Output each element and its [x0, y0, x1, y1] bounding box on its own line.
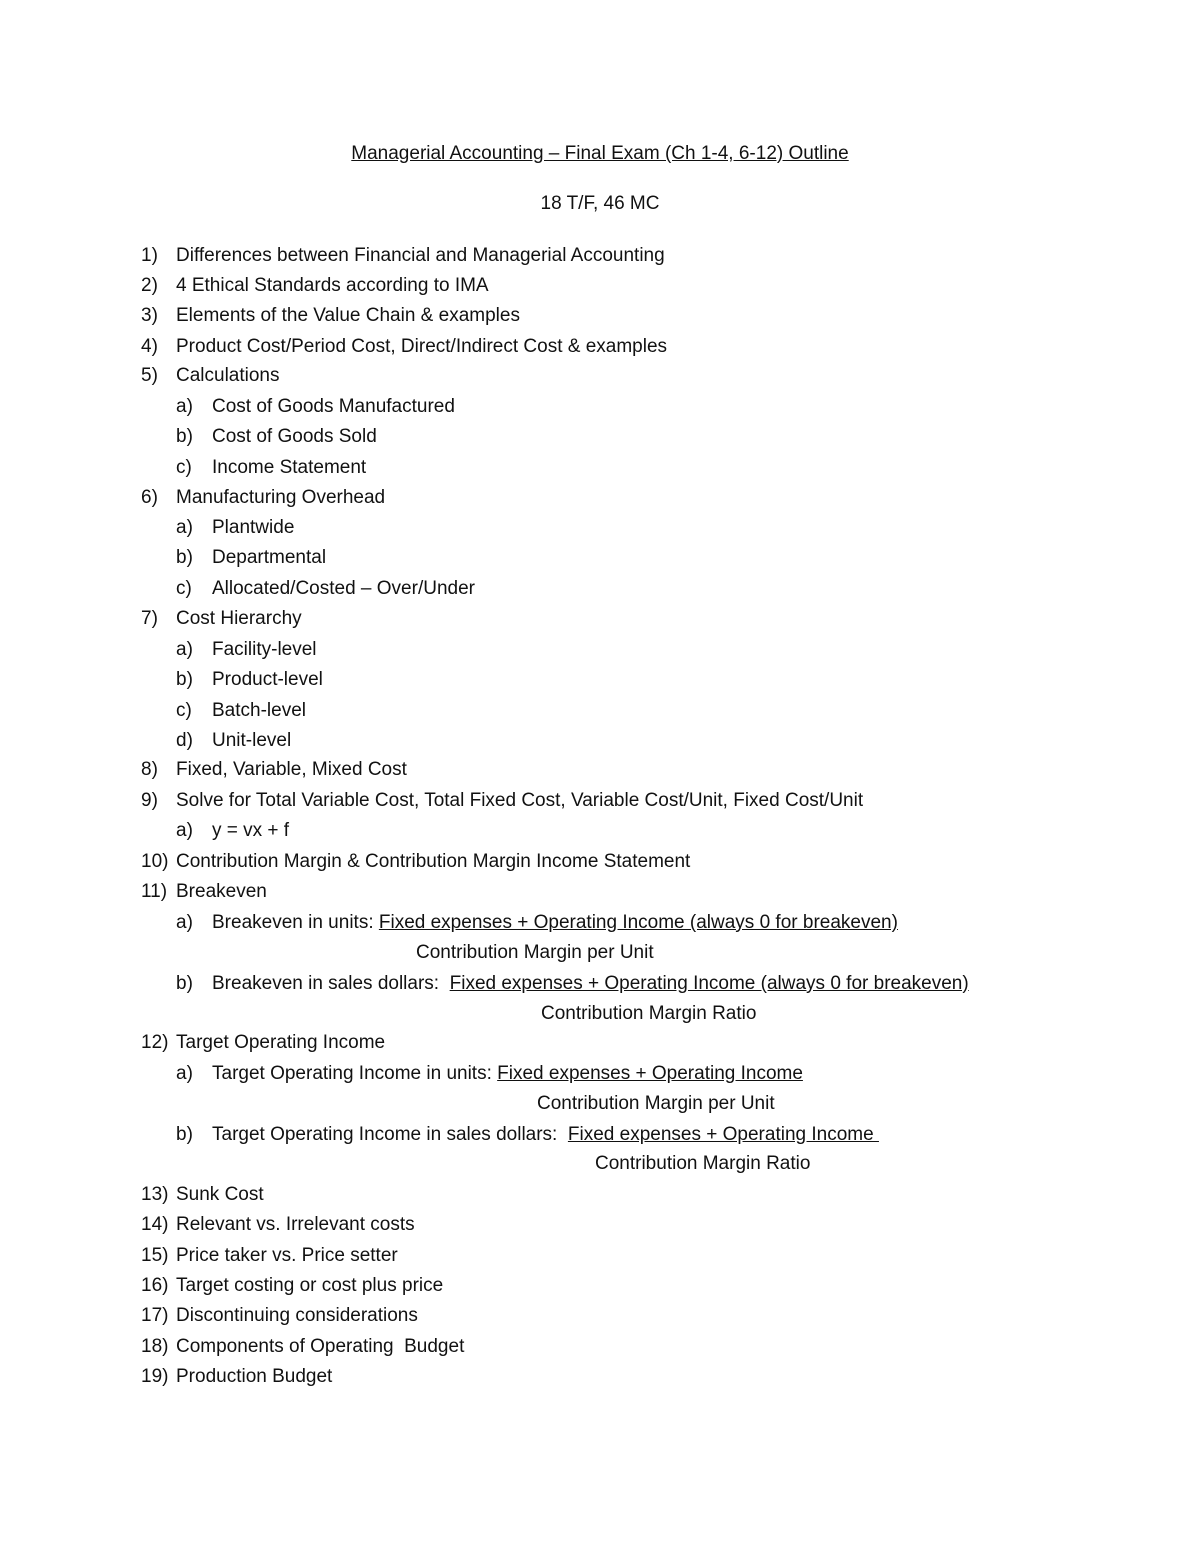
item-text: Manufacturing Overhead: [176, 487, 386, 508]
item-number: 15): [141, 1245, 169, 1266]
subitem-text: Target Operating Income in units:: [212, 1063, 498, 1084]
item-number: 2): [141, 275, 158, 296]
item-text: Calculations: [176, 365, 280, 386]
item-number: 19): [141, 1366, 169, 1387]
item-number: 12): [141, 1032, 169, 1053]
item-text: Relevant vs. Irrelevant costs: [176, 1214, 415, 1235]
formula-line: [212, 1062, 803, 1086]
item-text: Elements of the Value Chain & examples: [176, 305, 520, 326]
subitem-text: Target Operating Income in sales dollars:: [212, 1124, 568, 1145]
subitem-text: Cost of Goods Manufactured: [212, 396, 455, 417]
subitem-text: Facility-level: [212, 639, 317, 660]
document-subtitle: 18 T/F, 46 MC: [540, 193, 660, 214]
subitem-text: Plantwide: [212, 517, 295, 538]
item-number: 14): [141, 1214, 169, 1235]
item-number: 13): [141, 1184, 169, 1205]
subitem-text: Product-level: [212, 669, 323, 690]
item-number: 8): [141, 759, 158, 780]
item-number: 4): [141, 336, 158, 357]
subitem-letter: d): [176, 730, 193, 751]
item-text: Fixed, Variable, Mixed Cost: [176, 759, 407, 780]
formula-denominator: Contribution Margin per Unit: [416, 942, 654, 963]
subitem-letter: b): [176, 973, 193, 994]
item-text: Cost Hierarchy: [176, 608, 302, 629]
subitem-letter: a): [176, 1063, 193, 1084]
item-number: 5): [141, 365, 158, 386]
item-text: Production Budget: [176, 1366, 333, 1387]
subitem-letter: a): [176, 396, 193, 417]
subitem-text: Income Statement: [212, 457, 367, 478]
item-number: 7): [141, 608, 158, 629]
subitem-letter: a): [176, 912, 193, 933]
formula-numerator: Fixed expenses + Operating Income: [497, 1063, 803, 1084]
formula-denominator: Contribution Margin Ratio: [541, 1003, 757, 1024]
item-text: Price taker vs. Price setter: [176, 1245, 398, 1266]
item-number: 17): [141, 1305, 169, 1326]
item-text: 4 Ethical Standards according to IMA: [176, 275, 489, 296]
item-number: 18): [141, 1336, 169, 1357]
item-text: Differences between Financial and Managerial Accounting: [176, 245, 665, 266]
item-number: 6): [141, 487, 158, 508]
item-number: 10): [141, 851, 169, 872]
subitem-text: Breakeven in sales dollars:: [212, 973, 450, 994]
subitem-letter: a): [176, 639, 193, 660]
subitem-letter: b): [176, 1124, 193, 1145]
item-text: Target costing or cost plus price: [176, 1275, 444, 1296]
subitem-letter: b): [176, 426, 193, 447]
formula-line: [212, 1123, 879, 1147]
subitem-letter: a): [176, 820, 193, 841]
item-text: Contribution Margin & Contribution Margin Income Statement: [176, 851, 691, 872]
item-text: Breakeven: [176, 881, 267, 902]
formula-numerator: Fixed expenses + Operating Income (always 0 for breakeven): [449, 973, 969, 994]
subitem-text: Departmental: [212, 547, 327, 568]
item-text: Components of Operating Budget: [176, 1336, 465, 1357]
subitem-text: Cost of Goods Sold: [212, 426, 377, 447]
item-number: 16): [141, 1275, 169, 1296]
formula-denominator: Contribution Margin Ratio: [595, 1153, 811, 1174]
item-text: Product Cost/Period Cost, Direct/Indirect Cost & examples: [176, 336, 668, 357]
formula-line: [212, 911, 898, 935]
item-number: 1): [141, 245, 158, 266]
subitem-letter: a): [176, 517, 193, 538]
item-number: 9): [141, 790, 158, 811]
subitem-letter: c): [176, 700, 192, 721]
document-title: Managerial Accounting – Final Exam (Ch 1-4, 6-12) Outline: [351, 143, 849, 164]
item-text: Target Operating Income: [176, 1032, 386, 1053]
subitem-text: Allocated/Costed – Over/Under: [212, 578, 475, 599]
subitem-letter: c): [176, 457, 192, 478]
formula-numerator: Fixed expenses + Operating Income: [567, 1124, 879, 1145]
item-text: Discontinuing considerations: [176, 1305, 418, 1326]
subitem-letter: c): [176, 578, 192, 599]
subitem-text: y = vx + f: [212, 820, 290, 841]
subitem-text: Unit-level: [212, 730, 292, 751]
item-number: 11): [141, 881, 168, 902]
formula-line: [212, 972, 969, 996]
item-number: 3): [141, 305, 158, 326]
formula-numerator: Fixed expenses + Operating Income (always 0 for breakeven): [378, 912, 898, 933]
subitem-letter: b): [176, 669, 193, 690]
subitem-text: Batch-level: [212, 700, 306, 721]
item-text: Sunk Cost: [176, 1184, 264, 1205]
item-text: Solve for Total Variable Cost, Total Fixed Cost, Variable Cost/Unit, Fixed Cost/Unit: [176, 790, 864, 811]
subitem-text: Breakeven in units:: [212, 912, 379, 933]
formula-denominator: Contribution Margin per Unit: [537, 1093, 775, 1114]
subitem-letter: b): [176, 547, 193, 568]
